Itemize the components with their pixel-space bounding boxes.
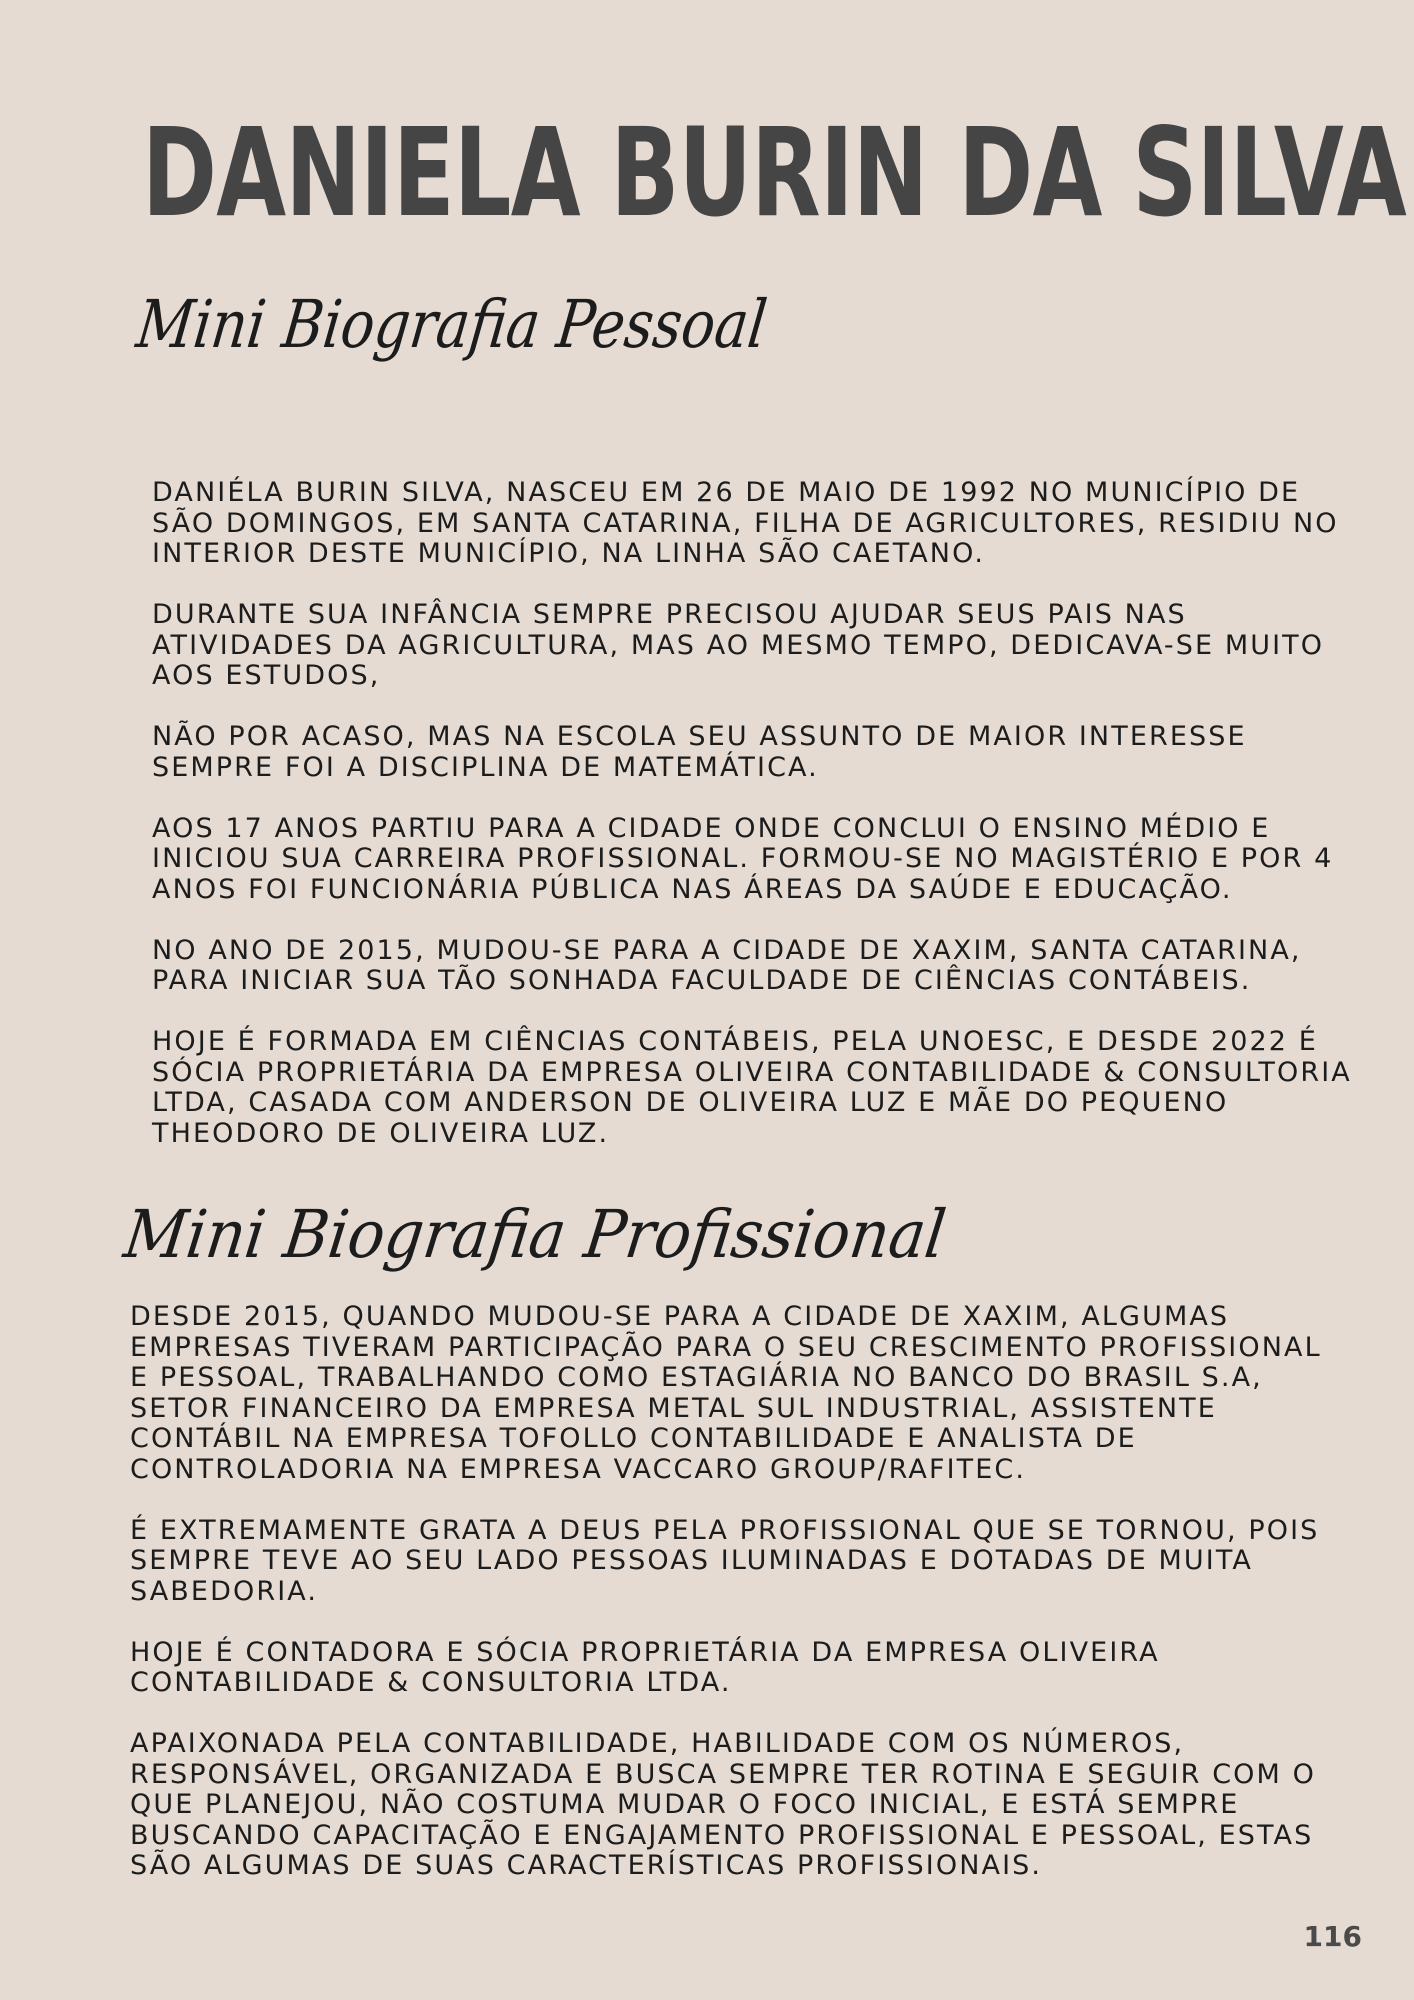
professional-bio-section xyxy=(130,1302,1350,1882)
personal-paragraph: DANIÉLA BURIN SILVA, NASCEU EM 26 DE MAIO DE 1992 NO MUNICÍPIO DE SÃO DOMINGOS, EM SANTA CATARINA, FILHA DE AGRICULTORES, RESIDIU NO INTERIOR DESTE MUNICÍPIO, NA LINHA SÃO CAETANO. xyxy=(152,477,1339,569)
personal-paragraph: NO ANO DE 2015, MUDOU-SE PARA A CIDADE DE XAXIM, SANTA CATARINA, PARA INICIAR SUA TÃO SONHADA FACULDADE DE CIÊNCIAS CONTÁBEIS. xyxy=(152,934,1302,996)
professional-bio-heading: Mini Biografia Profissional xyxy=(119,1196,950,1273)
professional-paragraph: DESDE 2015, QUANDO MUDOU-SE PARA A CIDADE DE XAXIM, ALGUMAS EMPRESAS TIVERAM PARTICIPAÇÃO PARA O SEU CRESCIMENTO PROFISSIONAL E PESSOAL, TRABALHANDO COMO ESTAGIÁRIA NO BANCO DO BRASIL S.A, SETOR FINANCEIRO DA EMPRESA METAL SUL INDUSTRIAL, ASSISTENTE CONTÁBIL NA EMPRESA TOFOLLO CONTABILIDADE E ANALISTA DE CONTROLADORIA NA EMPRESA VACCARO GROUP/RAFITEC. xyxy=(130,1301,1322,1485)
page-title: DANIELA BURIN DA SILVA xyxy=(142,102,1406,244)
page-number: 116 xyxy=(1303,1920,1362,1953)
professional-paragraph: APAIXONADA PELA CONTABILIDADE, HABILIDADE COM OS NÚMEROS, RESPONSÁVEL, ORGANIZADA E BUSCA SEMPRE TER ROTINA E SEGUIR COM O QUE PLANEJOU, NÃO COSTUMA MUDAR O FOCO INICIAL, E ESTÁ SEMPRE BUSCANDO CAPACITAÇÃO E ENGAJAMENTO PROFISSIONAL E PESSOAL, ESTAS SÃO ALGUMAS DE SUAS CARACTERÍSTICAS PROFISSIONAIS. xyxy=(130,1728,1316,1881)
personal-paragraph: NÃO POR ACASO, MAS NA ESCOLA SEU ASSUNTO DE MAIOR INTERESSE SEMPRE FOI A DISCIPLINA DE MATEMÁTICA. xyxy=(152,721,1247,783)
personal-bio-heading: Mini Biografia Pessoal xyxy=(132,286,771,363)
professional-paragraph: HOJE É CONTADORA E SÓCIA PROPRIETÁRIA DA EMPRESA OLIVEIRA CONTABILIDADE & CONSULTORIA LTDA. xyxy=(130,1636,1160,1698)
personal-bio-section xyxy=(152,478,1352,1149)
personal-paragraph: DURANTE SUA INFÂNCIA SEMPRE PRECISOU AJUDAR SEUS PAIS NAS ATIVIDADES DA AGRICULTURA, MAS AO MESMO TEMPO, DEDICAVA-SE MUITO AOS ESTUDOS, xyxy=(152,599,1325,691)
personal-paragraph: AOS 17 ANOS PARTIU PARA A CIDADE ONDE CONCLUI O ENSINO MÉDIO E INICIOU SUA CARREIRA PROFISSIONAL. FORMOU-SE NO MAGISTÉRIO E POR 4 ANOS FOI FUNCIONÁRIA PÚBLICA NAS ÁREAS DA SAÚDE E EDUCAÇÃO. xyxy=(152,812,1334,905)
personal-paragraph: HOJE É FORMADA EM CIÊNCIAS CONTÁBEIS, PELA UNOESC, E DESDE 2022 É SÓCIA PROPRIETÁRIA DA EMPRESA OLIVEIRA CONTABILIDADE & CONSULTORIA LTDA, CASADA COM ANDERSON DE OLIVEIRA LUZ E MÃE DO PEQUENO THEODORO DE OLIVEIRA LUZ. xyxy=(152,1026,1352,1149)
professional-paragraph: É EXTREMAMENTE GRATA A DEUS PELA PROFISSIONAL QUE SE TORNOU, POIS SEMPRE TEVE AO SEU LADO PESSOAS ILUMINADAS E DOTADAS DE MUITA SABEDORIA. xyxy=(130,1514,1320,1607)
